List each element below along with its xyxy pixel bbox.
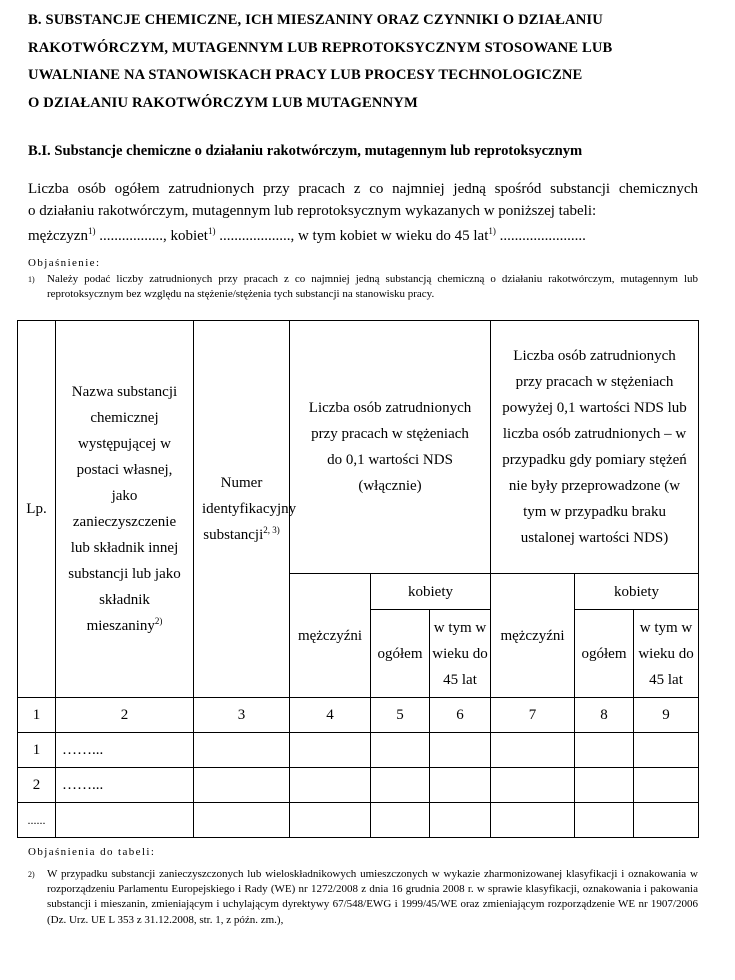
header-women-under-45: w tym w wieku do 45 lat (634, 610, 699, 698)
row-cell[interactable] (194, 733, 290, 768)
heading-line: B. SUBSTANCJE CHEMICZNE, ICH MIESZANINY ORAZ CZYNNIKI O DZIAŁANIU (28, 12, 603, 28)
row-cell[interactable] (634, 803, 699, 838)
footnote-ref: 1) (87, 226, 96, 236)
column-number: 6 (430, 698, 491, 733)
explanation-note (28, 272, 698, 302)
column-number: 5 (371, 698, 430, 733)
header-group-above-nds: Liczba osób zatrudnionych przy pracach w stężeniach powyżej 0,1 wartości NDS lub liczba osób zatrudnionych – w przypadku gdy pomiary stężeń nie były przeprowadzone (w tym w przypadku braku ustalonej wartości NDS) (491, 321, 699, 574)
header-group-up-to-nds: Liczba osób zatrudnionych przy pracach w stężeniach do 0,1 wartości NDS (włącznie) (290, 321, 491, 574)
row-cell[interactable] (491, 733, 575, 768)
intro-line: Liczba osób ogółem zatrudnionych przy pracach z co najmniej jedną spośród substancji chemicznych (28, 181, 698, 197)
footnote-ref: 1) (207, 226, 216, 236)
column-number: 9 (634, 698, 699, 733)
intro-paragraph (28, 178, 698, 247)
column-number: 7 (491, 698, 575, 733)
table-note (28, 867, 698, 928)
row-lp: ...... (18, 803, 56, 838)
men-label: mężczyzn (28, 228, 88, 244)
row-cell[interactable] (194, 768, 290, 803)
row-substance-name[interactable]: ……... (56, 768, 194, 803)
header-women-total: ogółem (575, 610, 634, 698)
heading-line: UWALNIANE NA STANOWISKACH PRACY LUB PROCESY TECHNOLOGICZNE (28, 67, 583, 83)
footnote-ref: 1) (488, 226, 496, 236)
note-text: Należy podać liczby zatrudnionych przy pracach z co najmniej jedną substancją chemiczną o działaniu rakotwórczym, mutagennym lub reprotoksycznym bez względu na stężenie/stężenia tych substancji na stanowisku pracy. (47, 273, 698, 300)
row-substance-name[interactable] (56, 803, 194, 838)
header-men: mężczyźni (290, 574, 371, 698)
header-women: kobiety (575, 574, 699, 610)
row-cell[interactable] (430, 768, 491, 803)
women-45-count-blank[interactable]: ....................... (495, 228, 586, 244)
note-number: 1) (28, 275, 35, 284)
header-identification-number (194, 321, 297, 698)
table-notes-label: Objaśnienia do tabeli: (28, 846, 156, 858)
row-cell[interactable] (430, 803, 491, 838)
table-row (18, 803, 699, 838)
row-cell[interactable] (575, 803, 634, 838)
header-identification-number-text: Numer identyfikacyjny substancji (202, 475, 297, 543)
header-women-under-45: w tym w wieku do 45 lat (430, 610, 491, 698)
row-cell[interactable] (290, 803, 371, 838)
women-label: kobiet (170, 228, 208, 244)
row-substance-name[interactable]: ……... (56, 733, 194, 768)
row-cell[interactable] (290, 733, 371, 768)
table-row (18, 768, 699, 803)
column-number: 4 (290, 698, 371, 733)
heading-line: RAKOTWÓRCZYM, MUTAGENNYM LUB REPROTOKSYCZNYM STOSOWANE LUB (28, 39, 613, 56)
column-number: 2 (56, 698, 194, 733)
header-substance-name (56, 321, 194, 698)
note-text: W przypadku substancji zanieczyszczonych lub wieloskładnikowych umieszczonych w wykazie zharmonizowanej klasyfikacji i oznakowania w rozporządzeniu Parlamentu Europejskiego i Rady (WE) nr 1272/2008 z dnia 16 grudnia 2008 r. w sprawie klasyfikacji, oznakowania i pakowania substancji i mieszanin, zmieniającym i uchylającym dyrektywy 67/548/EWG i 1999/45/WE oraz zmieniającym rozporządzenie WE nr 1907/2006 (Dz. Urz. UE L 353 z 31.12.2008, str. 1, z późn. zm.), (47, 868, 698, 926)
substances-table (17, 320, 699, 838)
header-men: mężczyźni (491, 574, 575, 698)
column-number: 1 (18, 698, 56, 733)
row-lp: 2 (18, 768, 56, 803)
row-cell[interactable] (371, 803, 430, 838)
heading-line: O DZIAŁANIU RAKOTWÓRCZYM LUB MUTAGENNYM (28, 94, 418, 111)
intro-line: o działaniu rakotwórczym, mutagennym lub reprotoksycznym wykazanych w poniższej tabeli: (28, 203, 597, 219)
employee-count-line (28, 225, 698, 247)
row-cell[interactable] (575, 733, 634, 768)
explanation-label: Objaśnienie: (28, 257, 101, 269)
row-cell[interactable] (371, 768, 430, 803)
table-row (18, 733, 699, 768)
header-lp: Lp. (18, 321, 56, 698)
row-cell[interactable] (430, 733, 491, 768)
row-lp: 1 (18, 733, 56, 768)
men-count-blank[interactable]: ................., (95, 228, 171, 244)
row-cell[interactable] (491, 803, 575, 838)
column-number: 3 (194, 698, 290, 733)
row-cell[interactable] (634, 733, 699, 768)
section-heading (28, 7, 708, 117)
row-cell[interactable] (575, 768, 634, 803)
note-number: 2) (28, 870, 35, 879)
women-count-blank[interactable]: ..................., w tym kobiet w wieku do 45 lat (215, 228, 489, 244)
header-women-total: ogółem (371, 610, 430, 698)
subsection-heading: B.I. Substancje chemiczne o działaniu rakotwórczym, mutagennym lub reprotoksycznym (28, 143, 583, 159)
column-number: 8 (575, 698, 634, 733)
footnote-ref: 2) (154, 616, 163, 626)
row-cell[interactable] (634, 768, 699, 803)
row-cell[interactable] (491, 768, 575, 803)
header-women: kobiety (371, 574, 491, 610)
row-cell[interactable] (371, 733, 430, 768)
header-substance-name-text: Nazwa substancji chemicznej występującej w postaci własnej, jako zanieczyszczenie lub składnik innej substancji lub jako składnik mieszaniny (68, 384, 181, 634)
row-cell[interactable] (290, 768, 371, 803)
footnote-ref: 2, 3) (263, 525, 280, 535)
row-cell[interactable] (194, 803, 290, 838)
